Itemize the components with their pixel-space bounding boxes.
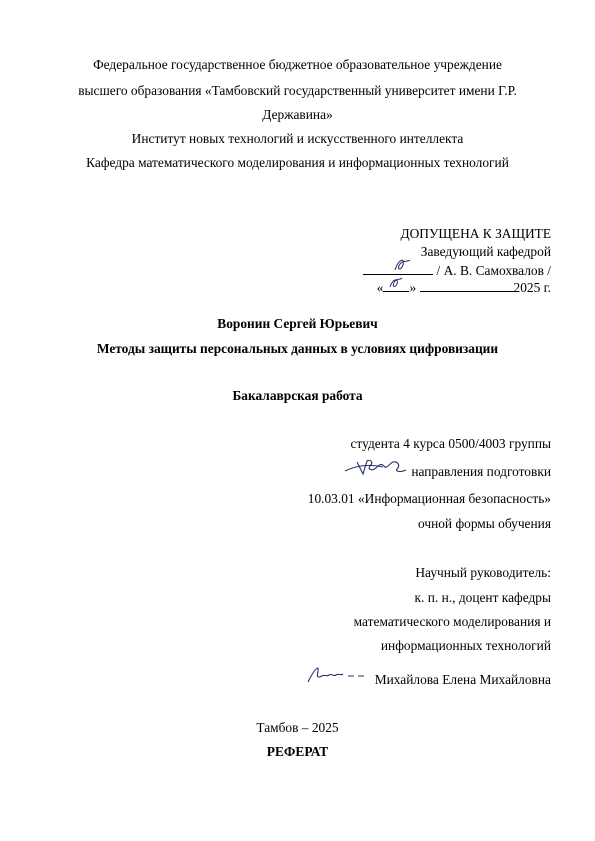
city-year: Тамбов – 2025 bbox=[256, 720, 339, 735]
student-signature-icon bbox=[343, 455, 409, 479]
date-quote-close: » bbox=[409, 280, 417, 295]
date-quote-open: « bbox=[376, 280, 384, 295]
header-line-1: Федеральное государственное бюджетное образовательное учреждение bbox=[93, 57, 502, 72]
student-line-3: 10.03.01 «Информационная безопасность» bbox=[307, 491, 551, 506]
supervisor-signature-icon bbox=[304, 664, 368, 686]
student-line-2: направления подготовки bbox=[411, 464, 551, 479]
approval-date-line bbox=[377, 279, 551, 296]
head-signature-blank bbox=[363, 262, 433, 275]
abstract-heading: РЕФЕРАТ bbox=[266, 744, 329, 759]
supervisor-line-2: к. п. н., доцент кафедры bbox=[414, 590, 551, 605]
supervisor-name: Михайлова Елена Михайловна bbox=[374, 672, 551, 687]
supervisor-line-1: Научный руководитель: bbox=[415, 565, 551, 580]
approval-year: 2025 г. bbox=[513, 280, 551, 295]
student-line-4: очной формы обучения bbox=[417, 516, 551, 531]
date-day-blank bbox=[383, 279, 409, 292]
date-day-scribble-icon bbox=[387, 275, 405, 291]
approval-position: Заведующий кафедрой bbox=[420, 244, 551, 259]
head-name: / А. В. Самохвалов / bbox=[436, 263, 551, 278]
thesis-topic: Методы защиты персональных данных в условиях цифровизации bbox=[96, 341, 499, 356]
author-name: Воронин Сергей Юрьевич bbox=[217, 316, 378, 331]
institute-line: Институт новых технологий и искусственного интеллекта bbox=[131, 131, 464, 146]
approval-title: ДОПУЩЕНА К ЗАЩИТЕ bbox=[400, 226, 551, 241]
department-line: Кафедра математического моделирования и информационных технологий bbox=[86, 155, 509, 170]
work-type: Бакалаврская работа bbox=[232, 388, 363, 403]
student-line-1: студента 4 курса 0500/4003 группы bbox=[350, 436, 551, 451]
date-month-blank bbox=[420, 279, 514, 292]
supervisor-line-3: математического моделирования и bbox=[353, 614, 551, 629]
header-line-3: Державина» bbox=[262, 107, 333, 122]
head-signature-icon bbox=[391, 256, 413, 274]
header-line-2: высшего образования «Тамбовский государственный университет имени Г.Р. bbox=[78, 83, 517, 98]
supervisor-line-4: информационных технологий bbox=[380, 638, 551, 653]
